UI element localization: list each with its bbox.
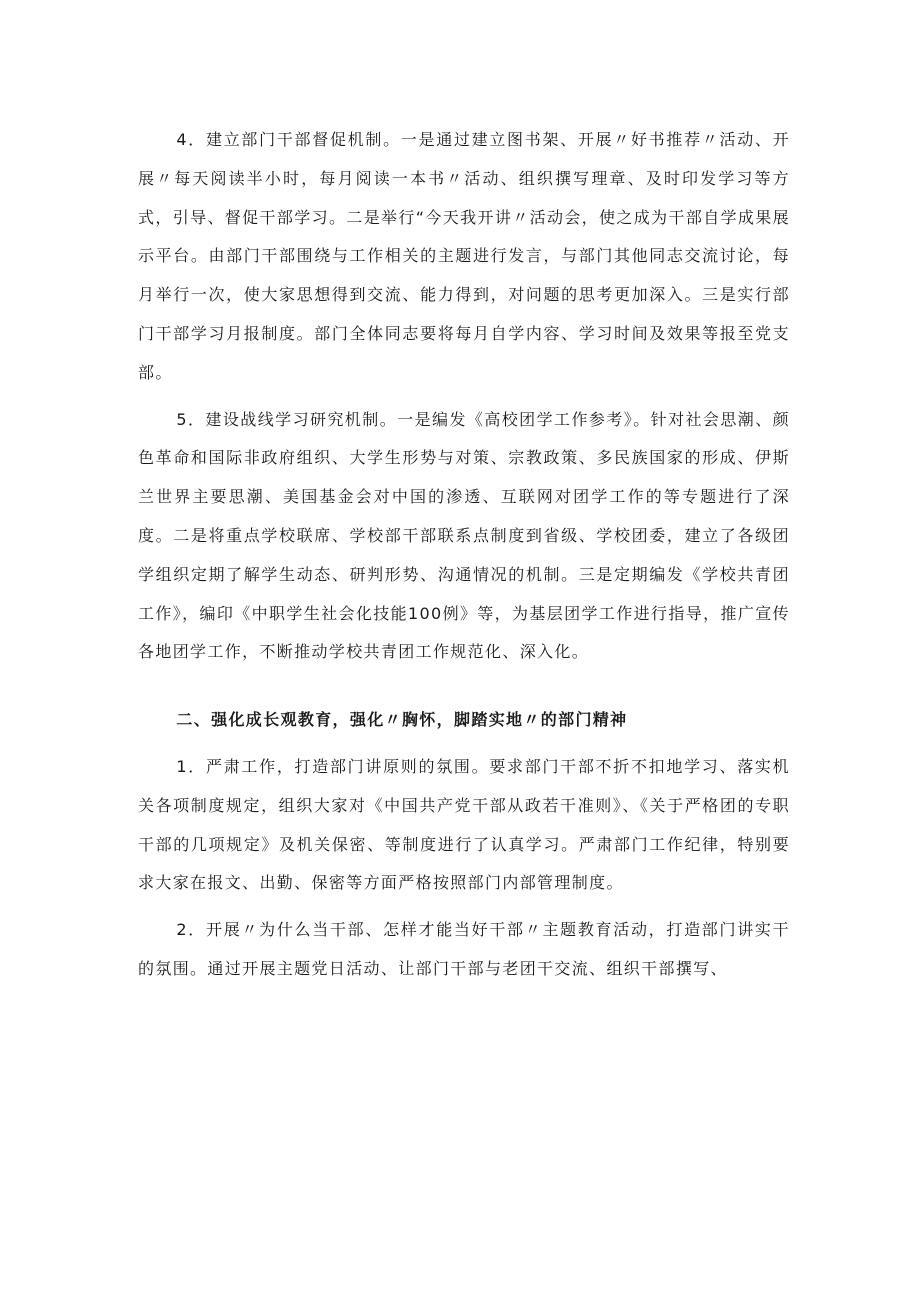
- document-body: [138, 121, 790, 989]
- section-heading: 二、强化成长观教育，强化〃胸怀，脚踏实地〃的部门精神: [176, 710, 628, 730]
- paragraph-theme-education: 2．开展〃为什么当干部、怎样才能当好干部〃主题教育活动，打造部门讲实干的氛围。通过开展主题党日活动、让部门干部与老团干交流、组织干部撰写、: [138, 920, 790, 978]
- paragraph-serious-work: 1．严肃工作，打造部门讲原则的氛围。要求部门干部不折不扣地学习、落实机关各项制度规定，组织大家对《中国共产党干部从政若干准则》、《关于严格团的专职干部的几项规定》及机关保密、等制度进行了认真学习。严肃部门工作纪律，特别要求大家在报文、出勤、保密等方面严格按照部门内部管理制度。: [138, 756, 790, 893]
- paragraph-research-mechanism: 5．建设战线学习研究机制。一是编发《高校团学工作参考》。针对社会思潮、颜色革命和国际非政府组织、大学生形势与对策、宗教政策、多民族国家的形成、伊斯兰世界主要思潮、美国基金会对中国的渗透、互联网对团学工作的等专题进行了深度。二是将重点学校联席、学校部干部联系点制度到省级、学校团委，建立了各级团学组织定期了解学生动态、研判形势、沟通情况的机制。三是定期编发《学校共青团工作》，编印《中职学生社会化技能100例》等，为基层团学工作进行指导，推广宣传各地团学工作，不断推动学校共青团工作规范化、深入化。: [138, 409, 790, 662]
- paragraph-supervision-mechanism: 4．建立部门干部督促机制。一是通过建立图书架、开展〃好书推荐〃活动、开展〃每天阅读半小时，每月阅读一本书〃活动、组织撰写理章、及时印发学习等方式，引导、督促干部学习。二是举行“今天我开讲〃活动会，使之成为干部自学成果展示平台。由部门干部围绕与工作相关的主题进行发言，与部门其他同志交流讨论，每月举行一次，使大家思想得到交流、能力得到，对问题的思考更加深入。三是实行部门干部学习月报制度。部门全体同志要将每月自学内容、学习时间及效果等报至党支部。: [138, 130, 790, 382]
